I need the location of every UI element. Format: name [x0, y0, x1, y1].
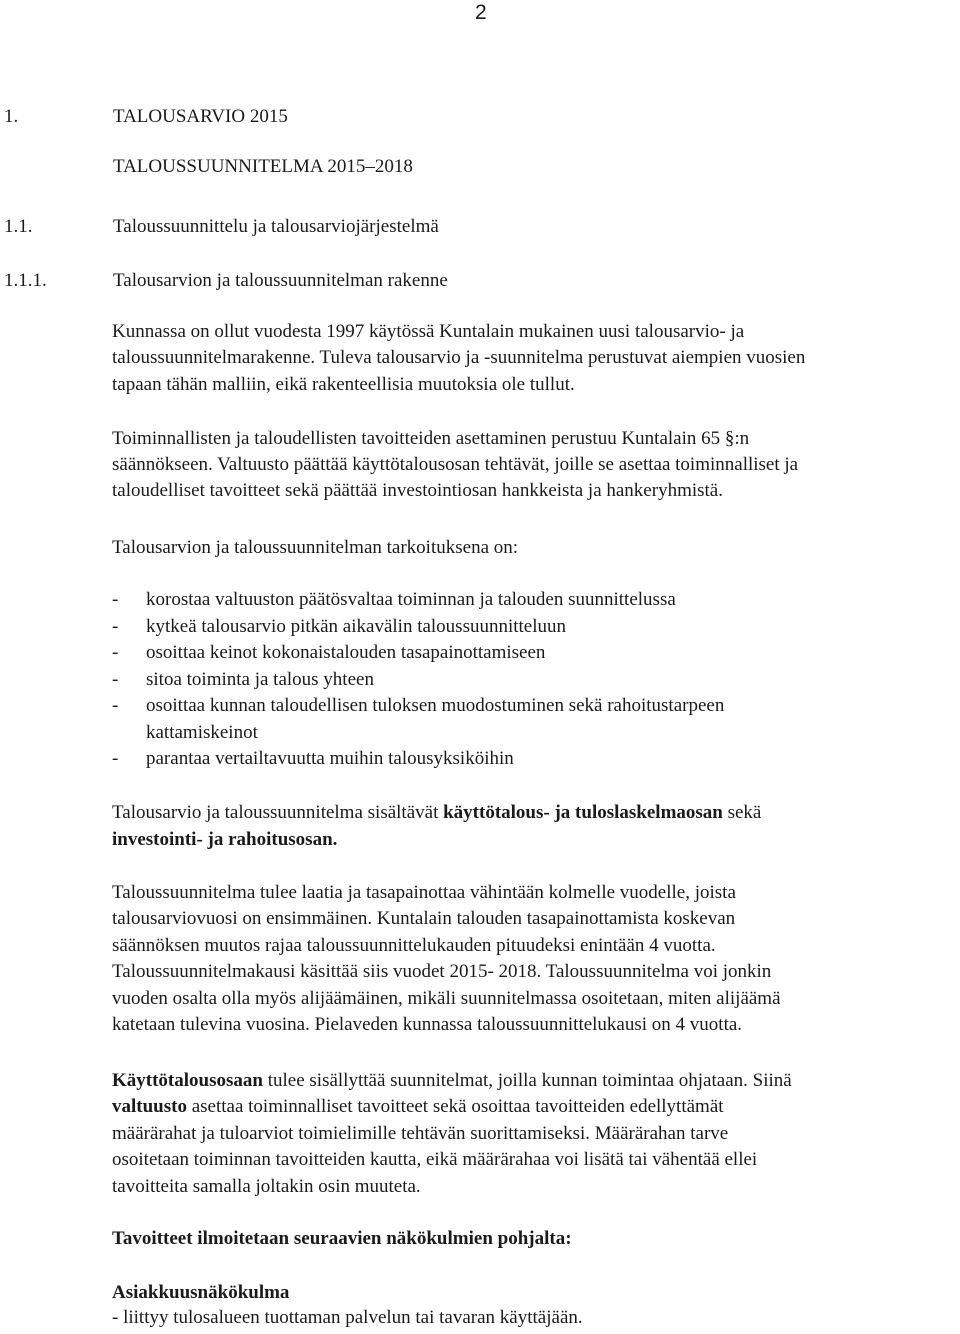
paragraph-2-line: säännökseen. Valtuusto päättää käyttötalousosan tehtävät, joille se asettaa toiminnalliset ja	[112, 454, 799, 475]
heading-2-number: 1.1.	[4, 216, 33, 237]
paragraph-3-bold: investointi- ja rahoitusosan.	[112, 829, 338, 850]
list-bullet: -	[112, 616, 119, 637]
list-bullet: -	[112, 589, 119, 610]
paragraph-1-line: Kunnassa on ollut vuodesta 1997 käytössä Kuntalain mukainen uusi talousarvio- ja	[112, 321, 745, 342]
list-item: kytkeä talousarvio pitkän aikavälin taloussuunnitteluun	[146, 616, 567, 637]
heading-1-number: 1.	[4, 106, 19, 127]
paragraph-5-line: määrärahat ja tuloarviot toimielimille tehtävän suorittamiseksi. Määrärahan tarve	[112, 1123, 729, 1144]
heading-3-number: 1.1.1.	[4, 270, 47, 291]
paragraph-4-line: Taloussuunnitelmakausi käsittää siis vuodet 2015- 2018. Taloussuunnitelma voi jonkin	[112, 961, 772, 982]
paragraph-4-line: vuoden osalta olla myös alijäämäinen, mikäli suunnitelmassa osoitetaan, miten alijäämä	[112, 988, 781, 1009]
list-item: korostaa valtuuston päätösvaltaa toiminnan ja talouden suunnittelussa	[146, 589, 676, 610]
page-number: 2	[475, 1, 487, 24]
list-bullet: -	[112, 669, 119, 690]
paragraph-3-bold: käyttötalous- ja tuloslaskelmaosan	[443, 802, 723, 823]
list-item: osoittaa kunnan taloudellisen tuloksen muodostuminen sekä rahoitustarpeen	[146, 695, 725, 716]
paragraph-4-line: Taloussuunnitelma tulee laatia ja tasapainottaa vähintään kolmelle vuodelle, joista	[112, 882, 736, 903]
list-bullet: -	[112, 748, 119, 769]
heading-1-subtitle: TALOUSSUUNNITELMA 2015–2018	[113, 156, 413, 177]
paragraph-4-line: säännöksen muutos rajaa taloussuunnittelukauden pituudeksi enintään 4 vuotta.	[112, 935, 716, 956]
goals-heading: Tavoitteet ilmoitetaan seuraavien näkökulmien pohjalta:	[112, 1228, 572, 1249]
list-item: parantaa vertailtavuutta muihin talousyksiköihin	[146, 748, 514, 769]
paragraph-3-line	[112, 827, 337, 854]
heading-3-title: Talousarvion ja taloussuunnitelman rakenne	[113, 270, 448, 291]
customer-perspective-heading: Asiakkuusnäkökulma	[112, 1282, 290, 1303]
paragraph-3-text: Talousarvio ja taloussuunnitelma sisältävät	[112, 802, 444, 823]
paragraph-5-line	[112, 1094, 724, 1121]
heading-2-title: Taloussuunnittelu ja talousarviojärjestelmä	[113, 216, 439, 237]
list-item-continuation: kattamiskeinot	[146, 722, 258, 743]
list-bullet: -	[112, 695, 119, 716]
paragraph-5-line: tavoitteita samalla joltakin osin muuteta.	[112, 1176, 421, 1197]
paragraph-5-bold: valtuusto	[112, 1096, 187, 1117]
list-bullet: -	[112, 642, 119, 663]
heading-1-title: TALOUSARVIO 2015	[113, 106, 288, 127]
paragraph-5-text: asettaa toiminnalliset tavoitteet sekä osoittaa tavoitteiden edellyttämät	[186, 1096, 724, 1117]
paragraph-2-line: Toiminnallisten ja taloudellisten tavoitteiden asettaminen perustuu Kuntalain 65 §:n	[112, 428, 750, 449]
paragraph-1-line: tapaan tähän malliin, eikä rakenteellisia muutoksia ole tullut.	[112, 374, 575, 395]
customer-perspective-item: - liittyy tulosalueen tuottaman palvelun tai tavaran käyttäjään.	[112, 1307, 583, 1328]
paragraph-4-line: katetaan tulevina vuosina. Pielaveden kunnassa taloussuunnittelukausi on 4 vuotta.	[112, 1014, 743, 1035]
paragraph-5-line: osoitetaan toiminnan tavoitteiden kautta, eikä määrärahaa voi lisätä tai vähentää ellei	[112, 1149, 758, 1170]
paragraph-3-line	[112, 800, 761, 827]
paragraph-5-line	[112, 1068, 792, 1095]
purpose-intro: Talousarvion ja taloussuunnitelman tarkoituksena on:	[112, 537, 519, 558]
list-item: osoittaa keinot kokonaistalouden tasapainottamiseen	[146, 642, 546, 663]
list-item: sitoa toiminta ja talous yhteen	[146, 669, 374, 690]
paragraph-5-bold: Käyttötalousosaan	[112, 1070, 263, 1091]
paragraph-2-line: taloudelliset tavoitteet sekä päättää investointiosan hankkeista ja hankeryhmistä.	[112, 480, 723, 501]
paragraph-1-line: taloussuunnitelmarakenne. Tuleva talousarvio ja -suunnitelma perustuvat aiempien vuosien	[112, 347, 806, 368]
paragraph-4-line: talousarviovuosi on ensimmäinen. Kuntalain talouden tasapainottamista koskevan	[112, 908, 736, 929]
paragraph-5-text: tulee sisällyttää suunnitelmat, joilla kunnan toimintaa ohjataan. Siinä	[262, 1070, 792, 1091]
paragraph-3-text: sekä	[722, 802, 762, 823]
